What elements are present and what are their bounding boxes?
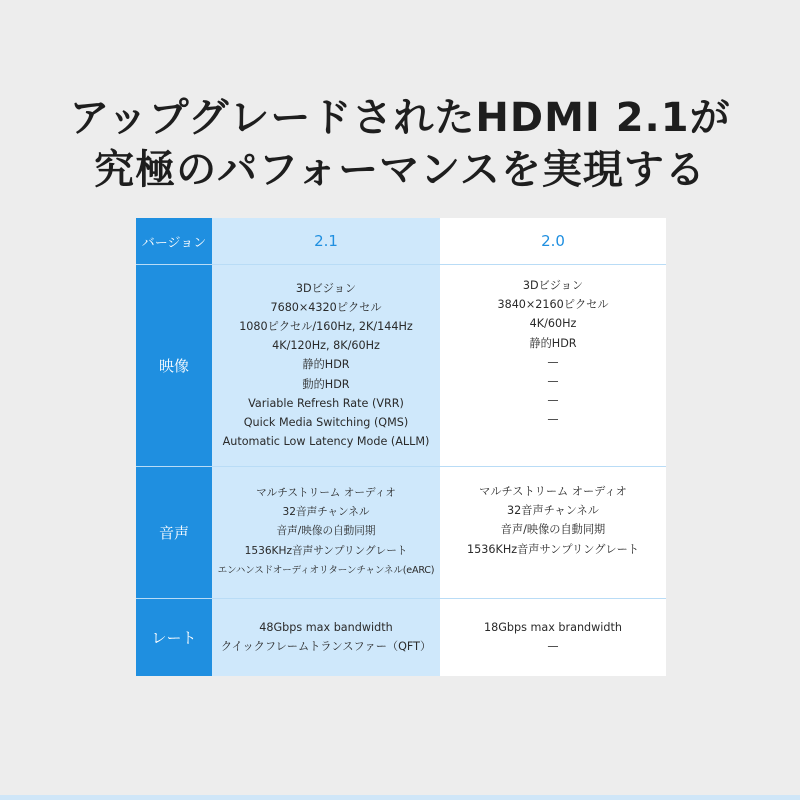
feature-line: エンハンスドオーディオリターンチャンネル(eARC) bbox=[217, 564, 435, 576]
header-label-version: バージョン bbox=[141, 235, 207, 251]
feature-line: マルチストリーム オーディオ bbox=[256, 486, 396, 499]
audio-2-1-features bbox=[212, 466, 440, 598]
feature-line: 3Dビジョン bbox=[295, 281, 357, 295]
feature-line: — bbox=[547, 355, 559, 369]
header-version-2-0: 2.0 bbox=[541, 232, 565, 250]
rate-2-1-features bbox=[212, 598, 440, 676]
feature-line: クイックフレームトランスファー（QFT） bbox=[220, 640, 432, 653]
feature-line: — bbox=[547, 640, 559, 653]
feature-line: 静的HDR bbox=[529, 336, 577, 350]
headline-line-2: 究極のパフォーマンスを実現する bbox=[94, 147, 706, 193]
feature-line: 1536KHz音声サンプリングレート bbox=[467, 542, 639, 556]
header-version-2-1: 2.1 bbox=[314, 232, 338, 250]
comparison-table bbox=[136, 218, 666, 676]
feature-line: 音声/映像の自動同期 bbox=[276, 525, 376, 538]
video-2-1-features bbox=[212, 264, 440, 466]
video-2-0-features bbox=[440, 264, 666, 466]
feature-line: 1536KHz音声サンプリングレート bbox=[244, 544, 408, 557]
headline-line-1: アップグレードされたHDMI 2.1が bbox=[69, 95, 731, 141]
feature-line: 48Gbps max bandwidth bbox=[259, 620, 393, 634]
audio-2-0-features bbox=[440, 466, 666, 598]
feature-line: 7680×4320ピクセル bbox=[270, 300, 382, 314]
feature-line: 4K/60Hz bbox=[529, 317, 577, 331]
feature-line: マルチストリーム オーディオ bbox=[479, 485, 627, 498]
rate-2-0-features bbox=[440, 598, 666, 676]
feature-line: — bbox=[547, 413, 559, 427]
feature-line: — bbox=[547, 375, 559, 389]
feature-line: 3840×2160ピクセル bbox=[497, 298, 609, 312]
row-label-video: 映像 bbox=[158, 356, 189, 375]
feature-line: 3Dビジョン bbox=[522, 279, 584, 292]
feature-line: 32音声チャンネル bbox=[282, 506, 370, 519]
headline bbox=[0, 92, 800, 196]
feature-line: — bbox=[547, 394, 559, 408]
feature-line: Quick Media Switching (QMS) bbox=[243, 416, 409, 429]
bottom-accent-strip bbox=[0, 795, 800, 800]
feature-line: 4K/120Hz, 8K/60Hz bbox=[272, 339, 380, 353]
row-label-rate: レート bbox=[151, 628, 197, 647]
feature-line: 動的HDR bbox=[302, 377, 350, 391]
feature-line: 32音声チャンネル bbox=[507, 504, 599, 518]
feature-line: 18Gbps max brandwidth bbox=[483, 620, 622, 634]
feature-line: 静的HDR bbox=[302, 358, 350, 372]
feature-line: 音声/映像の自動同期 bbox=[500, 523, 606, 537]
feature-line: 1080ピクセル/160Hz, 2K/144Hz bbox=[239, 319, 413, 333]
row-label-audio: 音声 bbox=[158, 523, 189, 542]
feature-line: Automatic Low Latency Mode (ALLM) bbox=[222, 435, 430, 449]
feature-line: Variable Refresh Rate (VRR) bbox=[248, 396, 404, 410]
